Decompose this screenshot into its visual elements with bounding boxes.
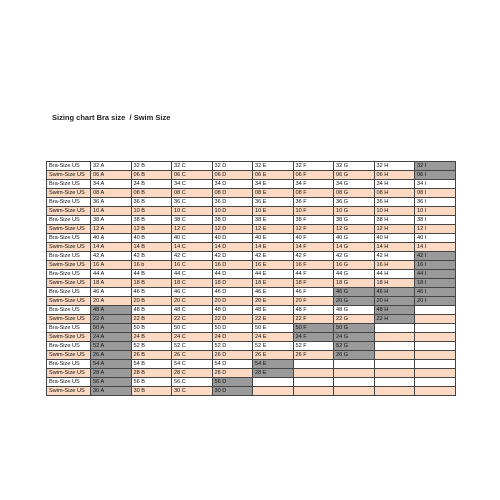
size-cell: 50 B [131,324,172,333]
swim-size-row [47,333,456,342]
size-cell: 56 A [91,378,132,387]
size-cell: 26 D [212,351,253,360]
size-cell [374,324,415,333]
size-cell: 48 G [334,306,375,315]
size-cell: 32 C [172,162,213,171]
size-cell: 42 D [212,252,253,261]
swim-size-row [47,171,456,180]
size-cell: 38 F [293,216,334,225]
size-cell: 48 A [91,306,132,315]
size-cell: 56 C [172,378,213,387]
size-cell [293,369,334,378]
size-cell: 18 I [415,279,456,288]
size-cell: 24 E [253,333,294,342]
size-cell: 14 B [131,243,172,252]
size-cell: 26 G [334,351,375,360]
size-cell: 06 G [334,171,375,180]
size-cell: 16 C [172,261,213,270]
size-cell [415,387,456,396]
size-cell: 24 B [131,333,172,342]
size-cell: 40 H [374,234,415,243]
size-cell: 52 G [334,342,375,351]
size-cell: 54 C [172,360,213,369]
size-cell: 34 A [91,180,132,189]
size-cell: 46 H [374,288,415,297]
size-cell: 14 A [91,243,132,252]
size-cell: 38 G [334,216,375,225]
size-cell: 26 C [172,351,213,360]
size-cell: 14 I [415,243,456,252]
size-cell: 14 C [172,243,213,252]
size-cell: 36 G [334,198,375,207]
size-cell: 12 C [172,225,213,234]
size-cell: 42 E [253,252,294,261]
size-cell: 22 F [293,315,334,324]
size-cell: 18 G [334,279,375,288]
size-cell: 08 F [293,189,334,198]
size-cell: 46 F [293,288,334,297]
size-cell: 40 C [172,234,213,243]
bra-size-row [47,234,456,243]
size-cell: 54 A [91,360,132,369]
size-cell: 50 G [334,324,375,333]
size-cell: 44 G [334,270,375,279]
size-cell [334,387,375,396]
size-cell: 34 B [131,180,172,189]
row-label: Bra-Size US [47,306,91,315]
size-cell: 52 E [253,342,294,351]
size-cell: 10 A [91,207,132,216]
size-cell: 34 G [334,180,375,189]
row-label: Bra-Size US [47,198,91,207]
size-cell: 44 E [253,270,294,279]
size-cell: 28 A [91,369,132,378]
bra-size-row [47,198,456,207]
size-cell [293,387,334,396]
size-cell: 50 A [91,324,132,333]
size-cell: 32 B [131,162,172,171]
size-cell: 20 A [91,297,132,306]
size-cell: 20 F [293,297,334,306]
size-cell [415,333,456,342]
row-label: Bra-Size US [47,252,91,261]
size-cell: 38 D [212,216,253,225]
row-label: Swim-Size US [47,387,91,396]
size-cell: 42 I [415,252,456,261]
row-label: Swim-Size US [47,279,91,288]
size-cell: 16 G [334,261,375,270]
size-cell: 18 F [293,279,334,288]
size-cell: 52 A [91,342,132,351]
row-label: Swim-Size US [47,171,91,180]
size-cell: 46 C [172,288,213,297]
size-cell: 38 H [374,216,415,225]
size-cell: 06 I [415,171,456,180]
size-cell: 30 D [212,387,253,396]
size-cell: 22 G [334,315,375,324]
size-cell: 50 E [253,324,294,333]
size-cell: 32 F [293,162,334,171]
swim-size-row [47,297,456,306]
swim-size-row [47,369,456,378]
size-cell: 30 A [91,387,132,396]
size-cell: 06 H [374,171,415,180]
size-cell [334,360,375,369]
bra-size-row [47,306,456,315]
size-cell [415,378,456,387]
size-cell: 46 A [91,288,132,297]
size-cell: 30 B [131,387,172,396]
size-cell: 30 C [172,387,213,396]
size-cell [415,351,456,360]
size-cell: 28 D [212,369,253,378]
size-cell: 40 G [334,234,375,243]
size-cell [415,369,456,378]
size-cell: 28 E [253,369,294,378]
size-cell: 52 D [212,342,253,351]
size-cell: 42 F [293,252,334,261]
size-cell: 32 E [253,162,294,171]
size-cell: 22 B [131,315,172,324]
size-cell: 16 E [253,261,294,270]
size-cell: 24 C [172,333,213,342]
size-cell: 18 C [172,279,213,288]
size-cell: 20 E [253,297,294,306]
size-cell: 14 D [212,243,253,252]
size-cell: 06 E [253,171,294,180]
size-cell: 10 D [212,207,253,216]
size-cell: 08 B [131,189,172,198]
bra-size-row [47,342,456,351]
size-cell: 18 B [131,279,172,288]
size-cell: 16 A [91,261,132,270]
size-cell: 56 D [212,378,253,387]
size-cell [334,378,375,387]
size-cell: 48 E [253,306,294,315]
size-cell: 44 I [415,270,456,279]
bra-size-row [47,288,456,297]
size-cell: 32 D [212,162,253,171]
size-cell: 22 D [212,315,253,324]
size-cell [374,351,415,360]
size-cell: 54 B [131,360,172,369]
size-cell: 52 B [131,342,172,351]
size-cell: 14 G [334,243,375,252]
size-cell: 08 H [374,189,415,198]
size-cell: 20 B [131,297,172,306]
size-cell: 12 B [131,225,172,234]
row-label: Swim-Size US [47,261,91,270]
row-label: Bra-Size US [47,216,91,225]
size-cell: 34 I [415,180,456,189]
size-cell: 36 A [91,198,132,207]
bra-size-row [47,324,456,333]
swim-size-row [47,207,456,216]
size-cell: 06 C [172,171,213,180]
size-cell [374,360,415,369]
size-cell: 38 I [415,216,456,225]
size-cell: 22 E [253,315,294,324]
size-cell [415,315,456,324]
swim-size-row [47,279,456,288]
size-cell: 24 A [91,333,132,342]
size-cell: 26 F [293,351,334,360]
size-cell: 16 I [415,261,456,270]
row-label: Swim-Size US [47,189,91,198]
bra-size-row [47,378,456,387]
size-cell: 06 D [212,171,253,180]
size-cell: 38 E [253,216,294,225]
size-cell: 24 G [334,333,375,342]
size-cell: 52 F [293,342,334,351]
size-cell: 22 C [172,315,213,324]
size-cell: 18 H [374,279,415,288]
size-cell: 44 B [131,270,172,279]
size-cell [415,324,456,333]
size-cell: 36 C [172,198,213,207]
size-cell: 10 F [293,207,334,216]
size-cell: 32 I [415,162,456,171]
swim-size-row [47,261,456,270]
size-cell: 12 E [253,225,294,234]
size-cell: 08 I [415,189,456,198]
size-cell: 14 F [293,243,334,252]
size-cell: 42 C [172,252,213,261]
row-label: Bra-Size US [47,234,91,243]
size-cell: 22 A [91,315,132,324]
size-cell: 36 H [374,198,415,207]
size-cell: 44 D [212,270,253,279]
row-label: Bra-Size US [47,288,91,297]
size-cell: 36 I [415,198,456,207]
size-cell: 26 B [131,351,172,360]
size-cell: 34 D [212,180,253,189]
row-label: Bra-Size US [47,162,91,171]
size-cell: 48 C [172,306,213,315]
size-cell [253,378,294,387]
size-table-body [47,162,456,396]
size-cell: 14 E [253,243,294,252]
size-cell [374,387,415,396]
size-cell: 16 F [293,261,334,270]
size-cell: 12 A [91,225,132,234]
swim-size-row [47,225,456,234]
size-cell: 20 C [172,297,213,306]
row-label: Bra-Size US [47,324,91,333]
size-cell: 18 E [253,279,294,288]
size-cell: 08 G [334,189,375,198]
size-cell: 34 F [293,180,334,189]
swim-size-row [47,189,456,198]
size-cell: 46 G [334,288,375,297]
size-chart [46,161,456,396]
size-cell: 16 D [212,261,253,270]
size-cell: 32 A [91,162,132,171]
size-cell: 32 H [374,162,415,171]
size-cell: 16 H [374,261,415,270]
size-cell: 34 H [374,180,415,189]
size-cell: 46 B [131,288,172,297]
size-cell [374,342,415,351]
size-cell: 34 E [253,180,294,189]
size-cell [293,378,334,387]
size-cell: 40 D [212,234,253,243]
size-cell: 26 E [253,351,294,360]
size-cell: 06 F [293,171,334,180]
size-cell: 42 G [334,252,375,261]
bra-size-row [47,360,456,369]
size-cell: 10 G [334,207,375,216]
size-cell: 52 C [172,342,213,351]
row-label: Bra-Size US [47,378,91,387]
size-cell: 40 A [91,234,132,243]
size-cell: 08 A [91,189,132,198]
size-cell: 36 F [293,198,334,207]
size-cell: 38 A [91,216,132,225]
size-cell: 46 E [253,288,294,297]
size-cell: 46 D [212,288,253,297]
size-cell: 34 C [172,180,213,189]
size-cell: 42 A [91,252,132,261]
size-cell: 16 b [131,261,172,270]
size-cell: 18 A [91,279,132,288]
size-cell: 24 D [212,333,253,342]
size-cell [253,387,294,396]
row-label: Swim-Size US [47,369,91,378]
bra-size-row [47,180,456,189]
size-cell: 42 H [374,252,415,261]
row-label: Bra-Size US [47,342,91,351]
bra-size-row [47,270,456,279]
size-cell: 10 E [253,207,294,216]
size-cell: 10 C [172,207,213,216]
row-label: Swim-Size US [47,243,91,252]
size-cell: 38 C [172,216,213,225]
row-label: Bra-Size US [47,270,91,279]
size-cell: 48 B [131,306,172,315]
size-cell: 08 C [172,189,213,198]
size-cell [415,360,456,369]
row-label: Swim-Size US [47,225,91,234]
size-cell: 20 I [415,297,456,306]
size-cell: 20 G [334,297,375,306]
size-cell: 08 E [253,189,294,198]
size-cell: 24 F [293,333,334,342]
swim-size-row [47,315,456,324]
size-cell: 36 B [131,198,172,207]
size-cell [334,369,375,378]
size-cell: 56 B [131,378,172,387]
size-cell: 50 C [172,324,213,333]
size-cell [415,342,456,351]
size-cell: 10 I [415,207,456,216]
size-cell: 40 I [415,234,456,243]
row-label: Bra-Size US [47,180,91,189]
size-cell: 48 F [293,306,334,315]
row-label: Swim-Size US [47,207,91,216]
size-cell: 12 H [374,225,415,234]
size-cell: 18 D [212,279,253,288]
size-cell: 50 F [293,324,334,333]
size-cell: 44 A [91,270,132,279]
size-cell: 20 D [212,297,253,306]
swim-size-row [47,351,456,360]
size-cell: 08 D [212,189,253,198]
size-cell: 10 B [131,207,172,216]
size-cell: 36 D [212,198,253,207]
size-cell: 40 F [293,234,334,243]
row-label: Bra-Size US [47,360,91,369]
row-label: Swim-Size US [47,333,91,342]
size-table [46,161,456,396]
size-cell: 26 A [91,351,132,360]
size-cell: 36 E [253,198,294,207]
size-cell: 12 G [334,225,375,234]
size-cell: 14 H [374,243,415,252]
size-cell: 44 H [374,270,415,279]
size-cell: 22 H [374,315,415,324]
row-label: Swim-Size US [47,297,91,306]
size-cell [374,333,415,342]
size-cell: 50 D [212,324,253,333]
swim-size-row [47,243,456,252]
size-cell: 44 F [293,270,334,279]
size-cell: 48 H [374,306,415,315]
size-cell: 12 D [212,225,253,234]
size-cell: 42 B [131,252,172,261]
size-cell: 38 B [131,216,172,225]
size-cell: 06 A [91,171,132,180]
size-cell: 54 D [212,360,253,369]
size-cell: 28 C [172,369,213,378]
size-cell: 06 B [131,171,172,180]
size-cell: 32 G [334,162,375,171]
size-cell: 12 I [415,225,456,234]
swim-size-row [47,387,456,396]
bra-size-row [47,216,456,225]
size-cell [374,369,415,378]
row-label: Swim-Size US [47,315,91,324]
size-cell: 44 C [172,270,213,279]
row-label: Swim-Size US [47,351,91,360]
size-cell: 10 H [374,207,415,216]
bra-size-row [47,252,456,261]
size-cell: 28 B [131,369,172,378]
size-cell [374,378,415,387]
size-cell [293,360,334,369]
size-cell: 54 E [253,360,294,369]
size-cell: 20 H [374,297,415,306]
size-cell: 46 I [415,288,456,297]
size-cell: 40 E [253,234,294,243]
bra-size-row [47,162,456,171]
size-cell [415,306,456,315]
size-cell: 48 D [212,306,253,315]
page-title: Sizing chart Bra size / Swim Size [52,113,171,122]
size-cell: 12 F [293,225,334,234]
size-cell: 40 B [131,234,172,243]
